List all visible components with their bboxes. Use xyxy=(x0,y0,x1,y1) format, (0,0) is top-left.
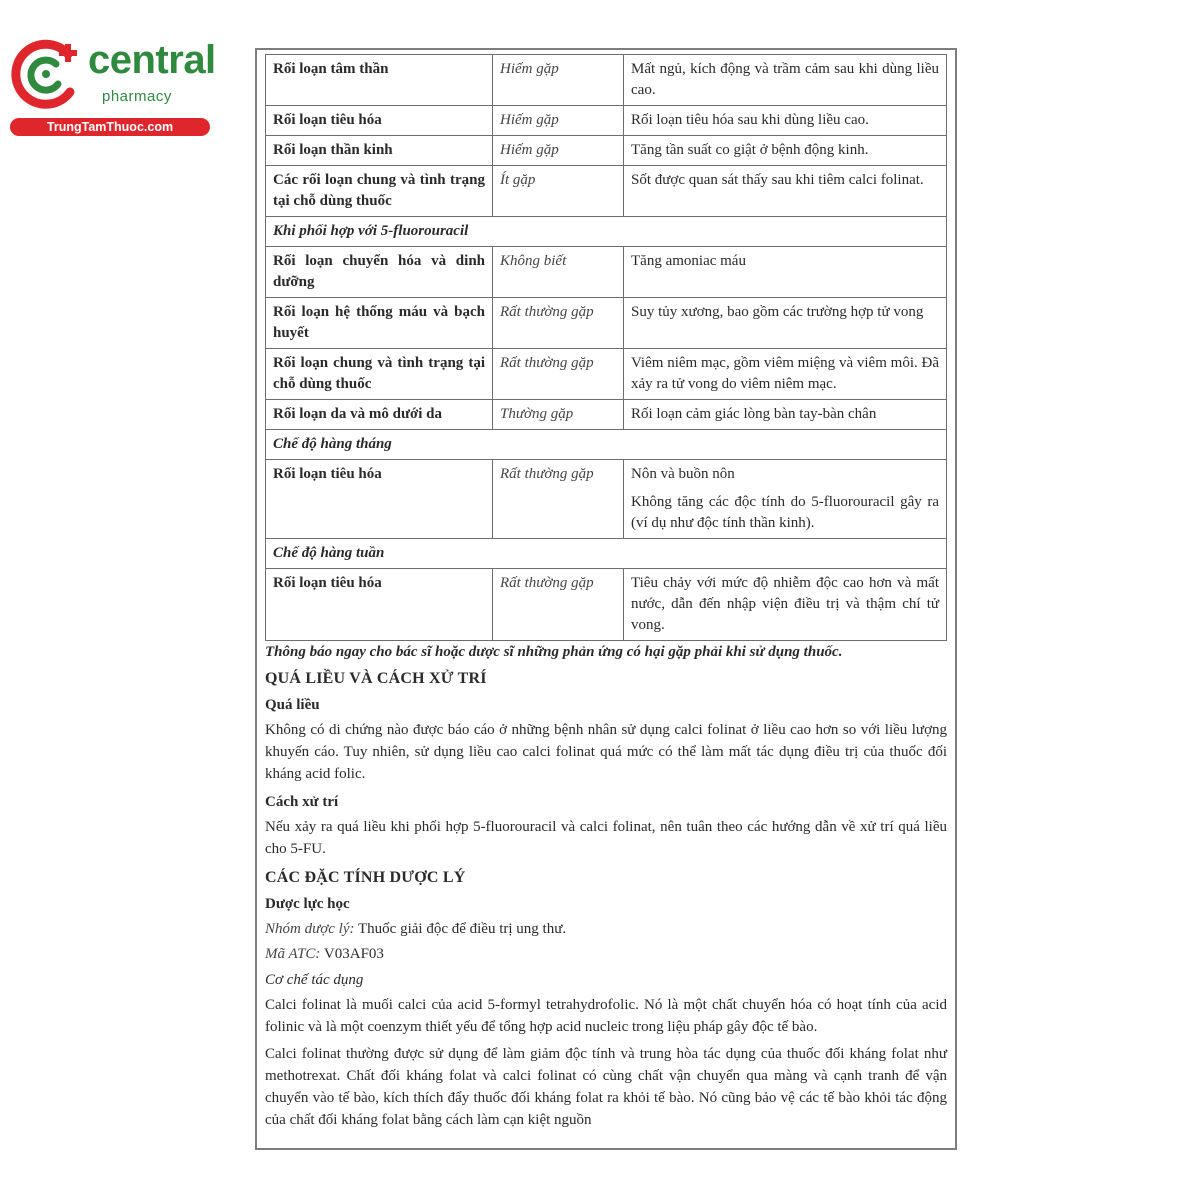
organ-cell: Các rối loạn chung và tình trạng tại chỗ dùng thuốc xyxy=(266,166,493,217)
effect-cell: Tăng tần suất co giật ở bệnh động kinh. xyxy=(624,136,947,166)
pharmacodynamics-subheading: Dược lực học xyxy=(265,896,350,912)
frequency-cell: Không biết xyxy=(493,247,624,298)
organ-cell: Rối loạn thần kinh xyxy=(266,136,493,166)
organ-cell: Rối loạn tiêu hóa xyxy=(266,569,493,641)
table-row xyxy=(266,55,947,106)
table-row xyxy=(266,166,947,217)
group-value: Thuốc giải độc để điều trị ung thư. xyxy=(358,921,567,937)
section-heading: Chế độ hàng tháng xyxy=(266,430,947,460)
frequency-cell: Thường gặp xyxy=(493,400,624,430)
table-row xyxy=(266,400,947,430)
atc-code xyxy=(265,946,947,963)
effect-cell: Suy tủy xương, bao gồm các trường hợp tử vong xyxy=(624,298,947,349)
table-section-row xyxy=(266,217,947,247)
table-row xyxy=(266,247,947,298)
table-row xyxy=(266,569,947,641)
frequency-cell: Ít gặp xyxy=(493,166,624,217)
organ-cell: Rối loạn chuyển hóa và dinh dưỡng xyxy=(266,247,493,298)
organ-cell: Rối loạn chung và tình trạng tại chỗ dùng thuốc xyxy=(266,349,493,400)
adverse-effects-table xyxy=(265,54,947,641)
atc-label: Mã ATC: xyxy=(265,946,321,962)
mechanism-paragraph-2: Calci folinat thường được sử dụng để làm giảm độc tính và trung hòa tác dụng của thuốc đối kháng folat như methotrexat. Chất đối kháng folat và calci folinat có cùng chất vận chuyển qua màng và cạnh tranh để vận chuyển vào tế bào, kích thích đẩy thuốc đối kháng folat ra khỏi tế bào. Nó cũng bảo vệ các tế bào khỏi tác động của chất đối kháng folat bằng cách làm cạn kiệt nguồn xyxy=(265,1046,947,1128)
effect-cell: Tiêu chảy với mức độ nhiễm độc cao hơn và mất nước, dẫn đến nhập viện điều trị và thậm chí tử vong. xyxy=(624,569,947,641)
pharmacology-heading: CÁC ĐẶC TÍNH DƯỢC LÝ xyxy=(265,869,466,886)
overdose-subheading: Quá liều xyxy=(265,697,320,713)
effect-line: Nôn và buồn nôn xyxy=(631,466,735,482)
organ-cell: Rối loạn hệ thống máu và bạch huyết xyxy=(266,298,493,349)
frequency-cell: Hiếm gặp xyxy=(493,55,624,106)
effect-cell: Rối loạn tiêu hóa sau khi dùng liều cao. xyxy=(624,106,947,136)
overdose-heading: QUÁ LIỀU VÀ CÁCH XỬ TRÍ xyxy=(265,670,487,687)
effect-cell: Mất ngủ, kích động và trầm cảm sau khi dùng liều cao. xyxy=(624,55,947,106)
report-notice: Thông báo ngay cho bác sĩ hoặc dược sĩ những phản ứng có hại gặp phải khi sử dụng thuốc. xyxy=(265,644,843,660)
logo-subtitle: pharmacy xyxy=(102,88,172,105)
logo-name: central xyxy=(88,38,216,82)
table-row xyxy=(266,136,947,166)
effect-cell: Tăng amoniac máu xyxy=(624,247,947,298)
table-section-row xyxy=(266,430,947,460)
atc-value: V03AF03 xyxy=(323,946,384,962)
table-row xyxy=(266,298,947,349)
frequency-cell: Hiếm gặp xyxy=(493,136,624,166)
mechanism-subheading: Cơ chế tác dụng xyxy=(265,972,364,988)
effect-cell: Viêm niêm mạc, gồm viêm miệng và viêm môi. Đã xảy ra tử vong do viêm niêm mạc. xyxy=(624,349,947,400)
effect-cell: Rối loạn cảm giác lòng bàn tay-bàn chân xyxy=(624,400,947,430)
group-label: Nhóm dược lý: xyxy=(265,921,355,937)
frequency-cell: Rất thường gặp xyxy=(493,298,624,349)
organ-cell: Rối loạn tâm thần xyxy=(266,55,493,106)
mechanism-paragraph-1: Calci folinat là muối calci của acid 5-formyl tetrahydrofolic. Nó là một chất chuyển hóa có hoạt tính của acid folinic và là một coenzym thiết yếu để tổng hợp acid nucleic trong liệu pháp gây độc tế bào. xyxy=(265,997,947,1035)
section-heading: Chế độ hàng tuần xyxy=(266,539,947,569)
treatment-subheading: Cách xử trí xyxy=(265,794,339,810)
frequency-cell: Rất thường gặp xyxy=(493,569,624,641)
frequency-cell: Rất thường gặp xyxy=(493,349,624,400)
effect-cell: Sốt được quan sát thấy sau khi tiêm calci folinat. xyxy=(624,166,947,217)
overdose-paragraph: Không có di chứng nào được báo cáo ở những bệnh nhân sử dụng calci folinat ở liều cao hơn so với liều lượng khuyến cáo. Tuy nhiên, sử dụng liều cao calci folinat quá mức có thể làm mất tác dụng điều trị của thuốc đối kháng acid folic. xyxy=(265,722,947,782)
pharmacologic-group xyxy=(265,921,947,938)
section-heading: Khi phối hợp với 5-fluorouracil xyxy=(266,217,947,247)
logo-url-badge[interactable]: TrungTamThuoc.com xyxy=(10,118,210,136)
pharmacy-logo[interactable] xyxy=(10,38,220,138)
logo-mark-icon xyxy=(10,38,84,112)
table-section-row xyxy=(266,539,947,569)
table-row xyxy=(266,349,947,400)
organ-cell: Rối loạn tiêu hóa xyxy=(266,106,493,136)
treatment-paragraph: Nếu xảy ra quá liều khi phối hợp 5-fluorouracil và calci folinat, nên tuân theo các hướng dẫn về xử trí quá liều cho 5-FU. xyxy=(265,819,947,857)
effect-line: Không tăng các độc tính do 5-fluorouracil gây ra (ví dụ như độc tính thần kinh). xyxy=(631,494,939,531)
table-row xyxy=(266,106,947,136)
effect-cell xyxy=(624,460,947,539)
table-row xyxy=(266,460,947,539)
leaflet-page xyxy=(255,48,957,1150)
frequency-cell: Hiếm gặp xyxy=(493,106,624,136)
organ-cell: Rối loạn tiêu hóa xyxy=(266,460,493,539)
frequency-cell: Rất thường gặp xyxy=(493,460,624,539)
organ-cell: Rối loạn da và mô dưới da xyxy=(266,400,493,430)
